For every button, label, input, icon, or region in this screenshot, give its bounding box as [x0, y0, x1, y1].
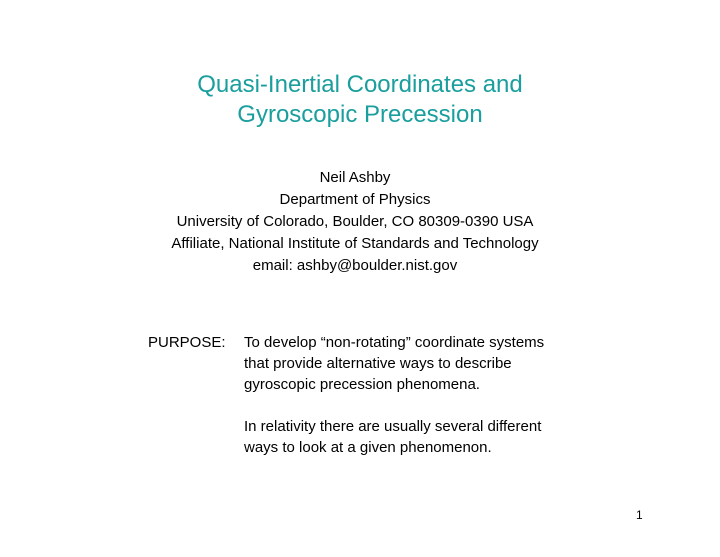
purpose-spacer — [148, 395, 544, 416]
author-affiliate: Affiliate, National Institute of Standards and Technology — [171, 235, 539, 252]
slide-title-line-1: Quasi-Inertial Coordinates and — [197, 71, 523, 98]
purpose-line-3: gyroscopic precession phenomena. — [244, 376, 480, 393]
author-department: Department of Physics — [279, 191, 431, 208]
purpose-note-line-2: ways to look at a given phenomenon. — [244, 439, 492, 456]
author-university: University of Colorado, Boulder, CO 80309-0390 USA — [176, 213, 534, 230]
purpose-row-first — [148, 332, 544, 353]
author-block — [0, 167, 710, 277]
purpose-note-line-1: In relativity there are usually several different — [244, 418, 542, 435]
author-name: Neil Ashby — [319, 169, 391, 186]
purpose-line-1: To develop “non-rotating” coordinate systems — [244, 334, 545, 351]
purpose-line-2: that provide alternative ways to describe — [244, 355, 512, 372]
author-email: email: ashby@boulder.nist.gov — [252, 257, 458, 274]
purpose-label: PURPOSE: — [148, 334, 226, 351]
page-number: 1 — [636, 508, 643, 522]
purpose-block — [148, 332, 544, 458]
slide-title-line-2: Gyroscopic Precession — [237, 101, 483, 128]
